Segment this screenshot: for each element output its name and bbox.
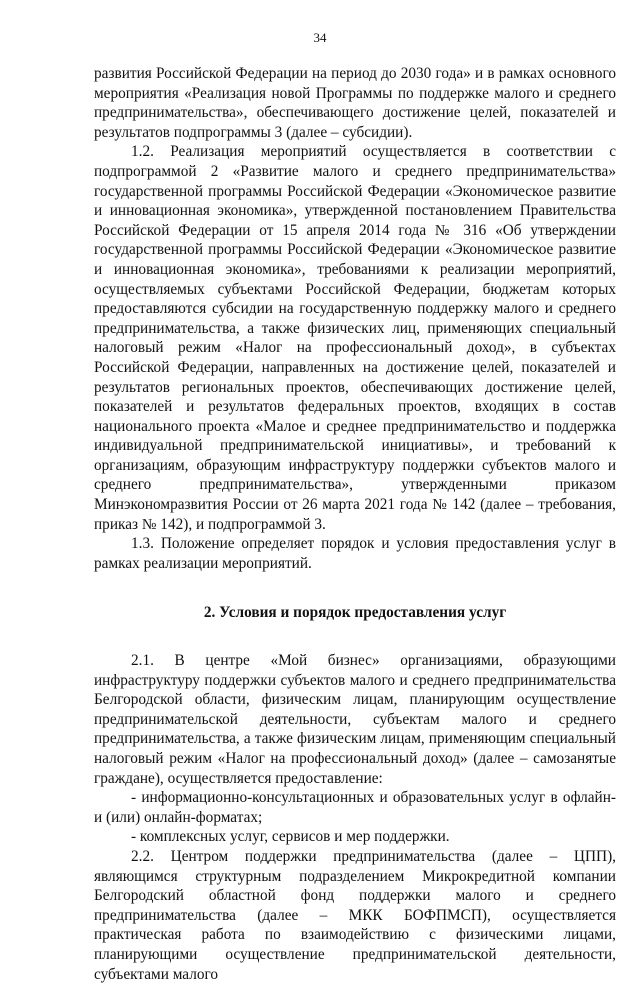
list-item-complex-services: - комплексных услуг, сервисов и мер поддержки.: [131, 828, 450, 846]
page-number: 34: [313, 30, 327, 45]
section-heading: 2. Условия и порядок предоставления услуг: [203, 604, 507, 622]
paragraph-2-1: 2.1. В центре «Мой бизнес» организациями, образующими инфраструктуру поддержки субъектов малого и среднего предпринимательства Белгородской области, физическим лицам, планирующим осуществление предпринимательской деятельности, субъектам малого и среднего предпринимательства, а также физическим лицам, применяющим специальный налоговый режим «Налог на профессиональный доход» (далее – самозанятые граждане), осуществляется предоставление:: [94, 652, 616, 787]
document-body: [94, 64, 616, 984]
paragraph-2-2: 2.2. Центром поддержки предпринимательства (далее – ЦПП), являющимся структурным подразделением Микрокредитной компании Белгородский областной фонд поддержки малого и среднего предпринимательства (далее – МКК БОФПМСП), осуществляется практическая работа по взаимодействию с физическими лицами, планирующими осуществление предпринимательской деятельности, субъектами малого: [94, 847, 616, 983]
paragraph-1-3: 1.3. Положение определяет порядок и условия предоставления услуг в рамках реализации мероприятий.: [94, 535, 616, 572]
paragraph-continuation: развития Российской Федерации на период до 2030 года» и в рамках основного мероприятия «Реализация новой Программы по поддержке малого и среднего предпринимательства», обеспечивающего достижение целей, показателей и результатов подпрограммы 3 (далее – субсидии).: [94, 65, 616, 141]
list-item-info-services: - информационно-консультационных и образовательных услуг в офлайн- и (или) онлайн-форматах;: [94, 789, 616, 826]
paragraph-1-2: 1.2. Реализация мероприятий осуществляется в соответствии с подпрограммой 2 «Развитие малого и среднего предпринимательства» государственной программы Российской Федерации «Экономическое развитие и инновационная экономика», утвержденной постановлением Правительства Российской Федерации от 15 апреля 2014 года № 316 «Об утверждении государственной программы Российской Федерации «Экономическое развитие и инновационная экономика», требованиями к реализации мероприятий, осуществляемых субъектами Российской Федерации, бюджетам которых предоставляются субсидии на государственную поддержку малого и среднего предпринимательства, а также физических лиц, применяющих специальный налоговый режим «Налог на профессиональный доход», в субъектах Российской Федерации, направленных на достижение целей, показателей и результатов региональных проектов, обеспечивающих достижение целей, показателей и результатов федеральных проектов, входящих в состав национального проекта «Малое и среднее предпринимательство и поддержка индивидуальной предпринимательской инициативы», и требований к организациям, образующим инфраструктуру поддержки субъектов малого и среднего предпринимательства», утвержденными приказом Минэкономразвития России от 26 марта 2021 года № 142 (далее – требования, приказ № 142), и подпрограммой 3.: [94, 143, 616, 533]
